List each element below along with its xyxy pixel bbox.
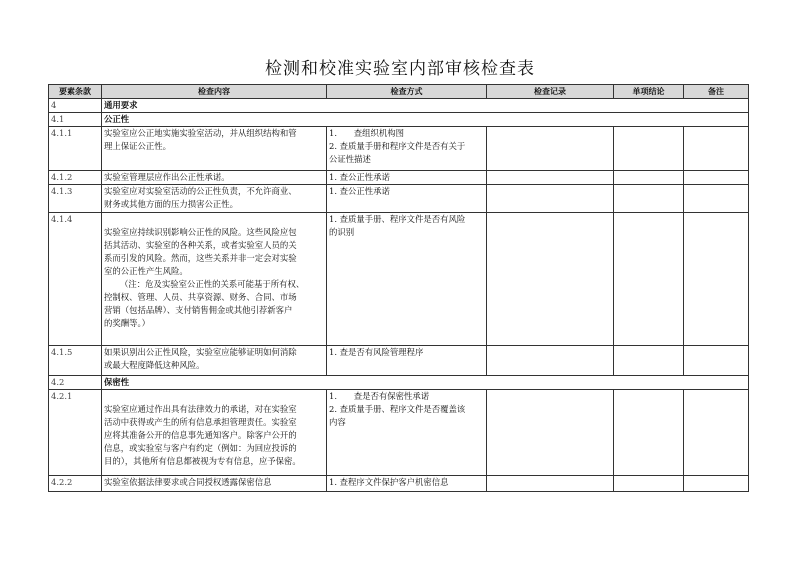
header-method: 检查方式 [327, 85, 487, 99]
clause-code: 4 [49, 99, 102, 113]
check-record[interactable] [487, 390, 614, 476]
check-content: 实验室应对实验室活动的公正性负责，不允许商业、 财务或其他方面的压力损害公正性。 [102, 185, 327, 213]
header-record: 检查记录 [487, 85, 614, 99]
check-content: 实验室管理层应作出公正性承诺。 [102, 171, 327, 185]
check-method: 1. 查是否有风险管理程序 [327, 346, 487, 376]
header-row [49, 85, 749, 99]
clause-code: 4.2.1 [49, 390, 102, 476]
clause-code: 4.1 [49, 113, 102, 127]
header-content: 检查内容 [102, 85, 327, 99]
check-record[interactable] [487, 171, 614, 185]
audit-checklist-table [48, 84, 749, 492]
check-content: 实验室依据法律要求或合同授权透露保密信息 [102, 476, 327, 492]
check-content: 实验室应公正地实施实验室活动，并从组织结构和管 理上保证公正性。 [102, 127, 327, 171]
check-method: 1. 查组织机构图 2. 查质量手册和程序文件是否有关于 公证性描述 [327, 127, 487, 171]
item-conclusion[interactable] [614, 476, 684, 492]
check-content: 实验室应持续识别影响公正性的风险。这些风险应包 括其活动、实验室的各种关系，或者实验室人员的关 系而引发的风险。然而，这些关系并非一定会对实验 室的公正性产生风险。 （注：危及实验室公正性的关系可能基于所有权、 控制权、管理、人员、共享资源、财务、合同、市场 营销（包括品牌）、支付销售佣金或其他引荐新客户 的奖酬等。） [102, 213, 327, 346]
section-heading: 通用要求 [102, 99, 749, 113]
clause-code: 4.2 [49, 376, 102, 390]
check-content: 实验室应通过作出具有法律效力的承诺，对在实验室 活动中获得或产生的所有信息承担管理责任。实验室 应将其准备公开的信息事先通知客户。除客户公开的 信息，或实验室与客户有约定（例如：为回应投诉的 目的），其他所有信息都被视为专有信息，应予保密。 [102, 390, 327, 476]
check-record[interactable] [487, 185, 614, 213]
check-method: 1. 查质量手册、程序文件是否有风险 的识别 [327, 213, 487, 346]
table-row [49, 127, 749, 171]
remarks[interactable] [684, 346, 749, 376]
section-heading: 公正性 [102, 113, 749, 127]
header-remarks: 备注 [684, 85, 749, 99]
remarks[interactable] [684, 213, 749, 346]
section-heading: 保密性 [102, 376, 749, 390]
check-method: 1. 查公正性承诺 [327, 171, 487, 185]
clause-code: 4.2.2 [49, 476, 102, 492]
clause-code: 4.1.1 [49, 127, 102, 171]
check-method: 1. 查程序文件保护客户机密信息 [327, 476, 487, 492]
item-conclusion[interactable] [614, 127, 684, 171]
remarks[interactable] [684, 185, 749, 213]
table-row [49, 346, 749, 376]
remarks[interactable] [684, 476, 749, 492]
item-conclusion[interactable] [614, 346, 684, 376]
check-record[interactable] [487, 213, 614, 346]
table-row [49, 213, 749, 346]
item-conclusion[interactable] [614, 171, 684, 185]
header-clause: 要素条款 [49, 85, 102, 99]
check-content: 如果识别出公正性风险，实验室应能够证明如何消除 或最大程度降低这种风险。 [102, 346, 327, 376]
check-record[interactable] [487, 476, 614, 492]
clause-code: 4.1.2 [49, 171, 102, 185]
check-method: 1. 查公正性承诺 [327, 185, 487, 213]
remarks[interactable] [684, 390, 749, 476]
table-row [49, 99, 749, 113]
clause-code: 4.1.3 [49, 185, 102, 213]
remarks[interactable] [684, 127, 749, 171]
item-conclusion[interactable] [614, 390, 684, 476]
remarks[interactable] [684, 171, 749, 185]
clause-code: 4.1.5 [49, 346, 102, 376]
table-row [49, 390, 749, 476]
table-row [49, 185, 749, 213]
table-row [49, 476, 749, 492]
page-title: 检测和校准实验室内部审核检查表 [265, 59, 535, 79]
check-method: 1. 查是否有保密性承诺 2. 查质量手册、程序文件是否覆盖该 内容 [327, 390, 487, 476]
table-row [49, 171, 749, 185]
clause-code: 4.1.4 [49, 213, 102, 346]
header-conclusion: 单项结论 [614, 85, 684, 99]
item-conclusion[interactable] [614, 185, 684, 213]
item-conclusion[interactable] [614, 213, 684, 346]
table-row [49, 376, 749, 390]
table-row [49, 113, 749, 127]
check-record[interactable] [487, 346, 614, 376]
check-record[interactable] [487, 127, 614, 171]
